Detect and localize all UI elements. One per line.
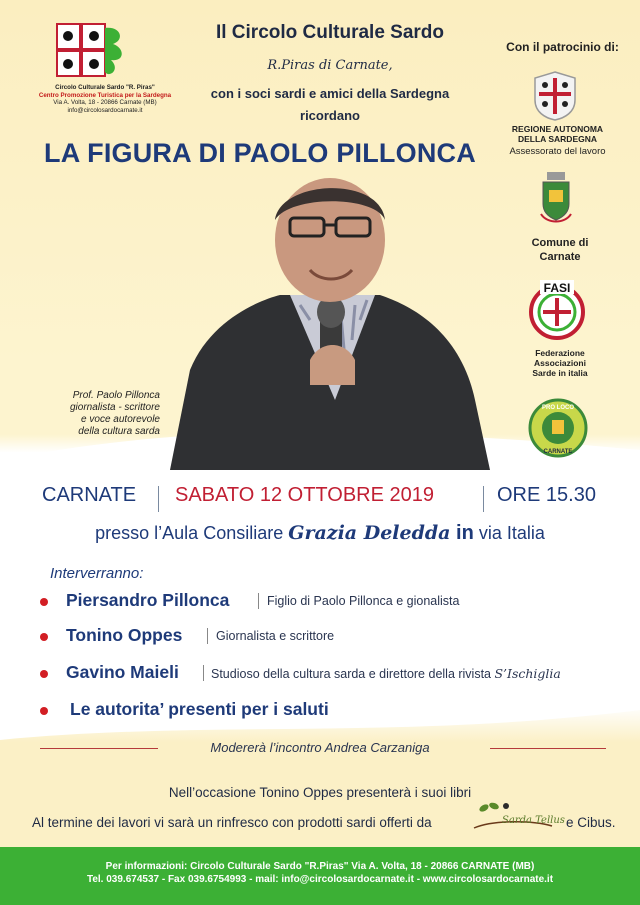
comune-line2: Carnate [539,251,581,263]
fasi-label: FASI [543,281,571,295]
region-dept: Assessorato del lavoro [509,146,606,157]
speaker-name: Tonino Oppes [66,625,183,645]
logo-line3: Via A. Volta, 18 - 20866 Carnate (MB) [53,99,157,106]
event-row [0,484,640,514]
portrait-photo [170,170,490,470]
speaker-name: Gavino Maieli [66,662,179,682]
circolo-logo-icon [55,22,127,78]
fed-line2: Associazioni [534,358,586,368]
speaker-divider [258,593,259,609]
speaker-divider [203,665,204,681]
speaker-name: Piersandro Pillonca [66,590,230,610]
venue-post: via Italia [473,523,545,543]
proloco-bottom: CARNATE [543,449,573,455]
region-line2: DELLA SARDEGNA [517,134,598,144]
proloco-logo-icon [528,398,588,458]
speaker-role: Giornalista e scrittore [216,629,335,643]
comune-line1: Comune di [531,237,589,249]
region-name [500,124,615,144]
speaker-item [0,699,640,725]
bullet-icon [40,633,48,641]
proloco-top: PRO LOCO [541,405,575,411]
header-line4: ricordano [300,108,360,123]
books-text: Nell’occasione Tonino Oppes presenterà i suoi libri [168,785,472,800]
comune-crest-icon [537,170,575,226]
speaker-divider [207,628,208,644]
bullet-icon [40,670,48,678]
speaker-role [211,666,561,681]
speaker-item [0,662,640,688]
logo-line1: Circolo Culturale Sardo "R. Piras" [55,84,155,91]
photo-caption [20,390,160,438]
caption-line2: giornalista - scrittore [69,402,160,413]
caption-line1: Prof. Paolo Pillonca [72,390,160,401]
venue-pre: presso l’Aula Consiliare [95,523,289,543]
speaker-item [0,625,640,651]
bullet-icon [40,707,48,715]
sponsors-heading: Con il patrocinio di: [506,40,619,54]
footer-line2: Tel. 039.674537 - Fax 039.6754993 - mail: info@circolosardocarnate.it - www.circolosardocarnate.it [86,874,554,885]
refreshment-text: Al termine dei lavori vi sarà un rinfresco con prodotti sardi offerti da [32,815,432,830]
header-title: Il Circolo Culturale Sardo [215,22,445,43]
fed-line1: Federazione [535,348,585,358]
region-emblem-icon [530,70,580,122]
footer-bar [0,847,640,905]
region-line1: REGIONE AUTONOMA [511,124,604,134]
event-city: CARNATE [42,484,137,506]
logo-line4: info@circolosardocarnate.it [67,106,143,114]
event-divider [483,486,484,512]
caption-line3: e voce autorevole [81,414,160,425]
logo-line2: Centro Promozione Turistica per la Sardegna [38,91,172,99]
speakers-heading: Interverranno: [50,565,144,582]
speaker-item [0,590,640,616]
speaker-role-text: Studioso della cultura sarda e direttore della rivista [211,667,495,681]
bullet-icon [40,598,48,606]
speaker-name: Le autorita’ presenti per i saluti [70,699,329,719]
moderator-text: Modererà l’incontro Andrea Carzaniga [210,740,430,755]
sarda-tellus-logo [472,800,565,832]
caption-line4: della cultura sarda [78,426,160,437]
event-date: SABATO 12 OTTOBRE 2019 [175,484,435,506]
fasi-logo-icon [522,278,592,340]
speaker-magazine: S’Ischiglia [494,666,561,681]
tellus-label: Sarda Tellus [502,815,565,826]
fed-line3: Sarde in italia [532,368,588,378]
footer-line1: Per informazioni: Circolo Culturale Sardo "R.Piras" Via A. Volta, 18 - 20866 CARNATE (MB) [105,861,535,872]
event-time: ORE 15.30 [497,484,596,506]
speaker-role: Figlio di Paolo Pillonca e gionalista [267,594,460,608]
header-line3: con i soci sardi e amici della Sardegna [210,86,450,101]
event-venue [0,522,640,545]
federation-name [510,348,610,378]
main-title: LA FIGURA DI PAOLO PILLONCA [44,138,476,168]
venue-in: in [450,522,474,544]
circolo-logo-text [30,84,180,114]
venue-hall: Grazia Deledda [288,522,451,544]
cibus-text: e Cibus. [566,815,616,830]
header-subtitle: R.Piras di Carnate, [267,58,393,73]
event-divider [158,486,159,512]
comune-name [505,236,615,264]
